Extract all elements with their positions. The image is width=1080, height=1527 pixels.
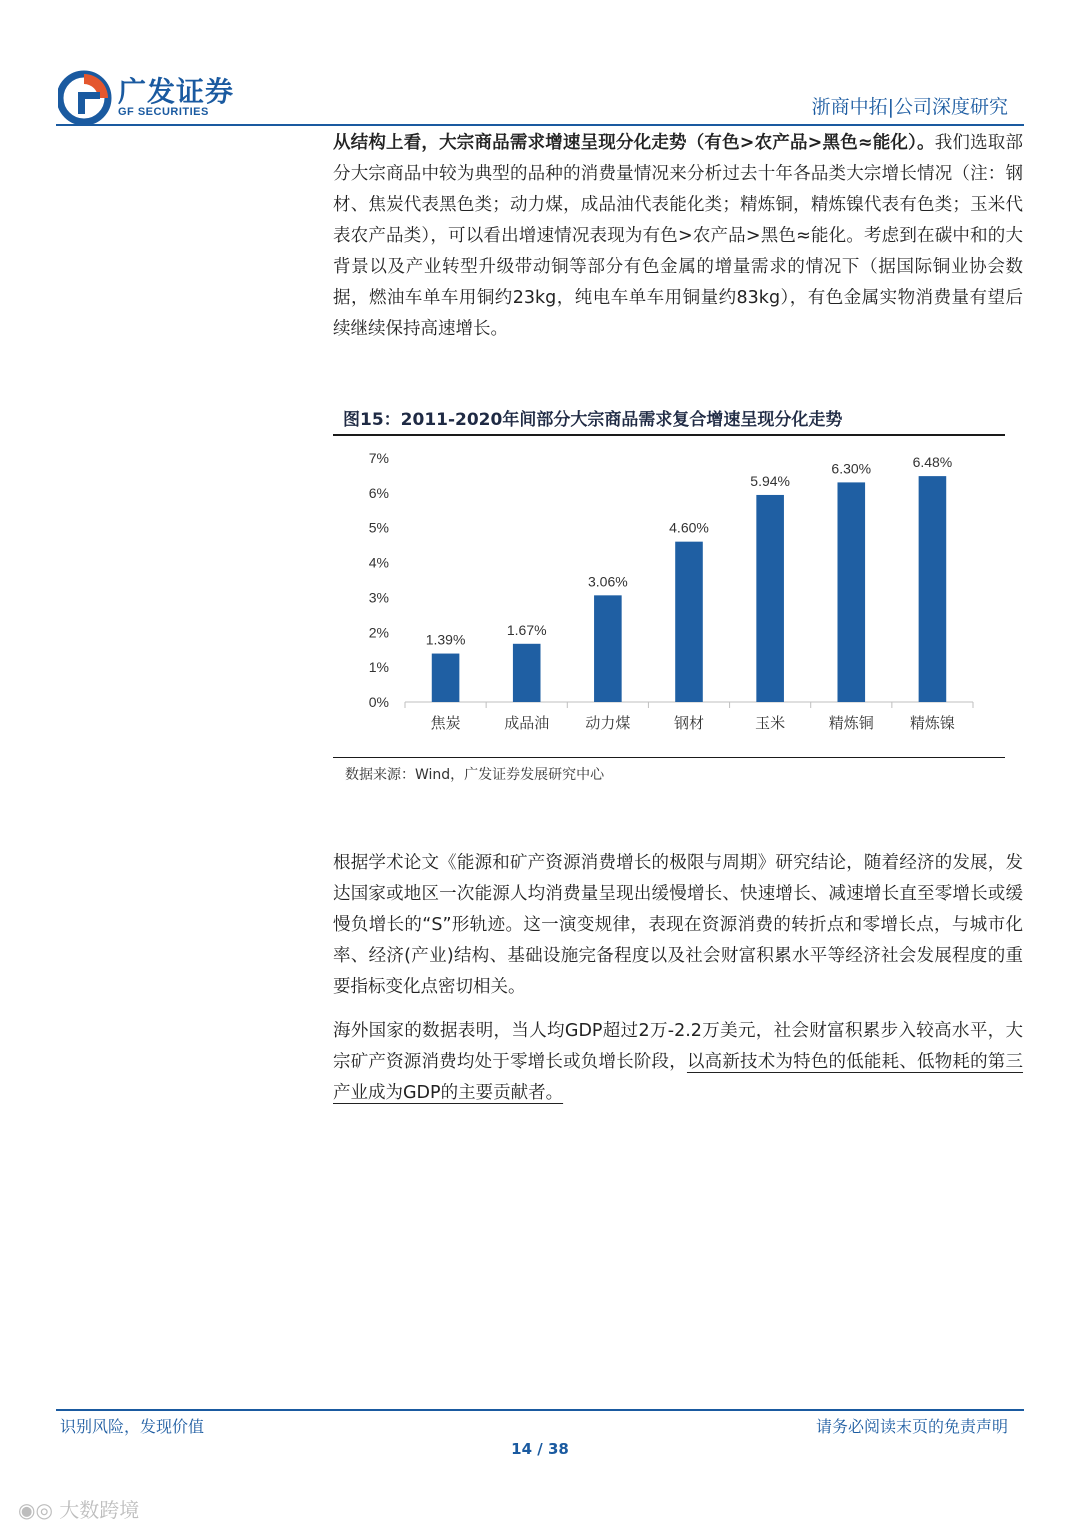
paragraph-gdp-text: 海外国家的数据表明，当人均GDP超过2万-2.2万美元，社会财富积累步入较高水平，大宗矿产资源消费均处于零增长或负增长阶段， [333,1021,1023,1072]
data-label: 6.48% [912,454,953,471]
figure-source: 数据来源：Wind，广发证券发展研究中心 [345,767,605,783]
y-tick-label: 0% [368,694,389,710]
bar-6 [837,482,865,702]
data-label: 6.30% [831,460,872,477]
data-label: 4.60% [669,519,709,536]
page-number: 14 / 38 [511,1440,569,1458]
x-tick-label: 精炼铜 [828,714,874,732]
bar-2 [513,644,541,702]
bar-3 [594,595,622,702]
data-label: 3.06% [588,573,628,590]
watermark-icon: ◉◎ [18,1498,60,1522]
y-tick-label: 5% [368,519,389,536]
x-tick-label: 动力煤 [585,714,631,732]
x-tick-label: 成品油 [504,714,550,732]
x-tick-label: 精炼镍 [909,714,955,732]
x-tick-label: 焦炭 [430,714,461,732]
bar-5 [756,495,784,702]
bar-chart [333,440,1005,740]
figure-title: 图15：2011-2020年间部分大宗商品需求复合增速呈现分化走势 [343,410,843,430]
x-tick-label: 钢材 [673,714,705,732]
paragraph-s-curve: 根据学术论文《能源和矿产资源消费增长的极限与周期》研究结论，随着经济的发展，发达国家或地区一次能源人均消费量呈现出缓慢增长、快速增长、减速增长直至零增长或缓慢负增长的“S”形轨迹。这一演变规律，表现在资源消费的转折点和零增长点，与城市化率、经济(产业)结构、基础设施完备程度以及社会财富积累水平等经济社会发展程度的重要指标变化点密切相关。 [333,853,1023,997]
paragraph-lead: 从结构上看，大宗商品需求增速呈现分化走势（有色>农产品>黑色≈能化）。 [333,133,935,153]
paragraph-body: 我们选取部分大宗商品中较为典型的品种的消费量情况来分析过去十年各品类大宗增长情况（注：钢材、焦炭代表黑色类；动力煤，成品油代表能化类；精炼铜，精炼镍代表有色类；玉米代表农产品类），可以看出增速情况表现为有色>农产品>黑色≈能化。考虑到在碳中和的大背景以及产业转型升级带动铜等部分有色金属的增量需求的情况下（据国际铜业协会数据，燃油车单车用铜约23kg，纯电车单车用铜量约83kg），有色金属实物消费量有望后续继续保持高速增长。 [333,133,1023,339]
y-tick-label: 6% [368,484,389,501]
watermark-text: 大数跨境 [59,1498,140,1522]
watermark [18,1494,139,1523]
report-tag: 浙商中拓|公司深度研究 [811,96,1008,118]
paragraph-structure [333,128,1023,345]
figure-bottom-rule [333,757,1005,758]
y-tick-label: 4% [368,554,389,571]
footer-slogan: 识别风险，发现价值 [60,1417,205,1436]
figure-top-rule [333,434,1005,436]
y-tick-label: 3% [368,589,389,606]
y-tick-label: 7% [368,450,389,466]
footer-disclaimer: 请务必阅读末页的免责声明 [815,1417,1008,1436]
paragraph-gdp-underlined: 以高新技术为特色的低能耗、低物耗的第三产业成为GDP的主要贡献者。 [333,1052,1024,1103]
bar-4 [675,542,703,702]
logo-chinese-name: 广发证券 [118,75,235,108]
data-label: 5.94% [750,472,790,489]
data-label: 1.39% [425,631,466,648]
bar-7 [919,476,947,702]
bar-1 [432,654,460,702]
paragraph-gdp [333,1016,1023,1109]
gf-logo [58,70,258,126]
x-tick-label: 玉米 [755,714,786,732]
y-tick-label: 2% [368,624,389,641]
data-label: 1.67% [506,621,547,638]
gf-logo-icon [58,70,114,126]
header-divider [56,124,1024,126]
footer-divider [56,1409,1024,1411]
y-tick-label: 1% [368,659,389,676]
logo-english-name: GF SECURITIES [118,106,209,118]
